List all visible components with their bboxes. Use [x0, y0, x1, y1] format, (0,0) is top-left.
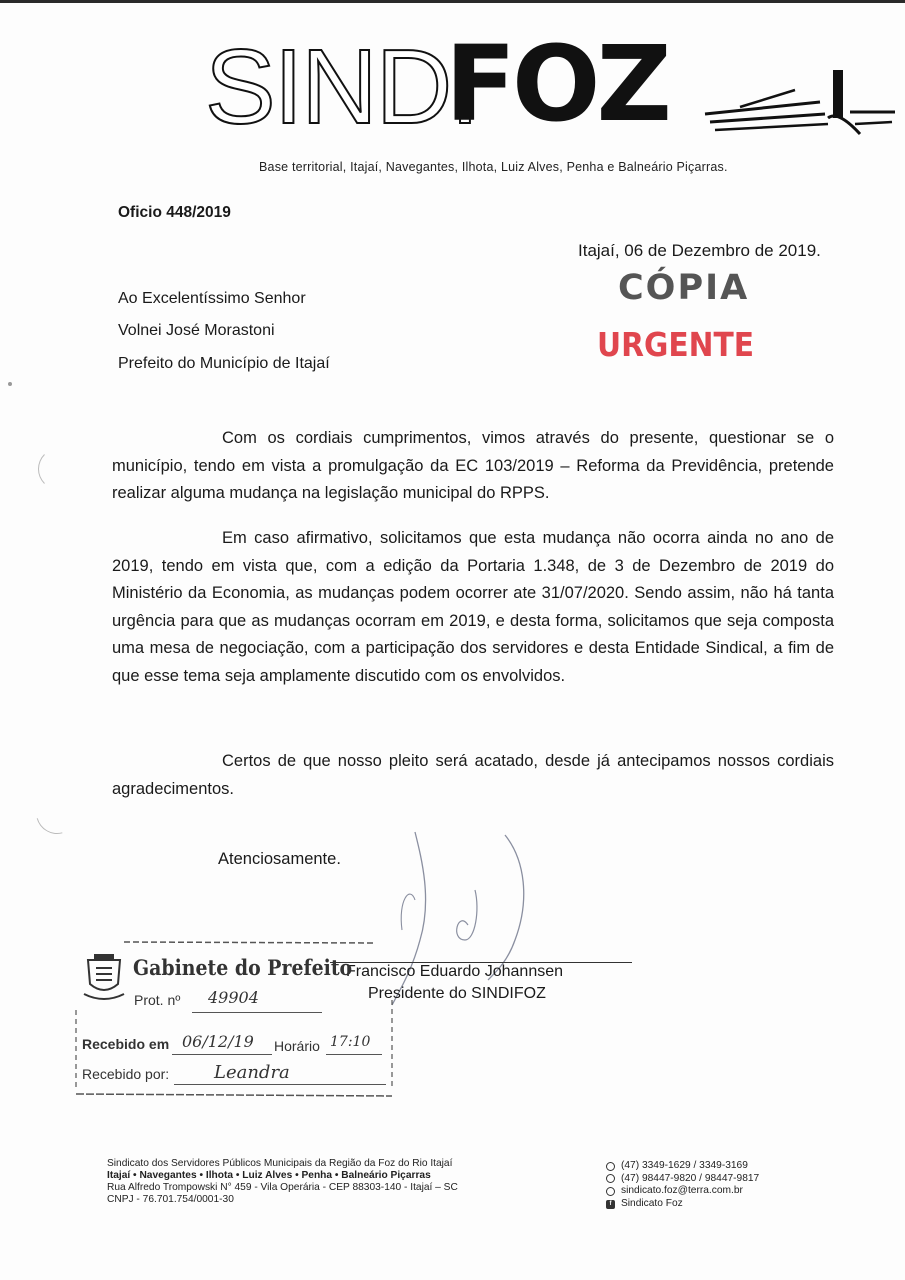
recebido-por-value: Leandra [214, 1062, 290, 1083]
prot-value: 49904 [208, 988, 259, 1007]
copia-stamp: CÓPIA [618, 268, 750, 308]
signer-title: Presidente do SINDIFOZ [368, 985, 546, 1002]
body-paragraph: Em caso afirmativo, solicitamos que esta mudança não ocorra ainda no ano de 2019, tendo em vista que, com a edição da Portaria 1.348, de 3 de Dezembro de 2019 do Ministério da Economia, as mudanças podem ocorrer ate 31/07/2020. Sendo assim, não há tanta urgência para que as mudanças ocorram em 2019, e desta forma, solicitamos que seja composta uma mesa de negociação, com a participação dos servidores e desta Entidade Sindical, a fim de que esse tema seja amplamente discutido com os envolvidos. [112, 529, 834, 685]
letter-date: Itajaí, 06 de Dezembro de 2019. [578, 241, 821, 260]
footer-mobile: (47) 98447-9820 / 98447-9817 [621, 1172, 760, 1184]
urgente-stamp: URGENTE [597, 325, 755, 364]
logo-sindi-text: SINDI [205, 28, 478, 146]
footer-address-block [107, 1158, 458, 1206]
lighthouse-waves-icon [700, 62, 900, 142]
signer-name: Francisco Eduardo Johannsen [346, 963, 564, 980]
horario-label: Horário [274, 1038, 320, 1054]
footer-email-row [606, 1185, 759, 1198]
base-territorial: Base territorial, Itajaí, Navegantes, Ilhota, Luiz Alves, Penha e Balneário Piçarras. [259, 160, 728, 174]
addressee-line: Volnei José Morastoni [118, 322, 275, 339]
prot-label: Prot. nº [134, 992, 181, 1008]
sindifoz-logo [205, 23, 705, 158]
scan-arc [28, 784, 85, 841]
body-paragraph: Com os cordiais cumprimentos, vimos através do presente, questionar se o município, tendo em vista a promulgação da EC 103/2019 – Reforma da Previdência, pretende realizar alguma mudança na legislação municipal do RPPS. [112, 429, 834, 502]
phone-icon [606, 1162, 615, 1171]
horario-value: 17:10 [330, 1034, 371, 1050]
logo-foz-text: FOZ [445, 23, 668, 145]
recebido-por-label: Recebido por: [82, 1066, 170, 1082]
scan-speck [8, 382, 12, 386]
footer-address: Rua Alfredo Trompowski N° 459 - Vila Operária - CEP 88303-140 - Itajaí – SC [107, 1182, 458, 1193]
closing-text: Atenciosamente. [218, 850, 341, 868]
footer-email: sindicato.foz@terra.com.br [621, 1185, 743, 1197]
email-icon [606, 1187, 615, 1196]
footer-phone: (47) 3349-1629 / 3349-3169 [621, 1160, 748, 1171]
scan-edge [0, 0, 905, 3]
addressee-line: Ao Excelentíssimo Senhor [118, 290, 306, 307]
footer-org-name: Sindicato dos Servidores Públicos Municipais da Região da Foz do Rio Itajaí [107, 1158, 453, 1169]
footer-cities: Itajaí • Navegantes • Ilhota • Luiz Alves • Penha • Balneário Piçarras [107, 1170, 431, 1181]
footer-mobile-row [606, 1173, 759, 1186]
addressee-line: Prefeito do Município de Itajaí [118, 355, 330, 372]
footer-cnpj: CNPJ - 76.701.754/0001-30 [107, 1194, 234, 1205]
recebido-por-underline [174, 1084, 386, 1085]
footer-facebook: Sindicato Foz [621, 1197, 683, 1209]
scan-arc [38, 448, 80, 490]
coat-of-arms-icon [82, 950, 126, 1002]
footer-contact-block [606, 1160, 759, 1210]
body-paragraph: Certos de que nosso pleito será acatado, desde já antecipamos nossos cordiais agradecimentos. [112, 752, 834, 798]
facebook-icon: f [606, 1200, 615, 1209]
recebido-em-underline [172, 1054, 272, 1055]
horario-underline [326, 1054, 382, 1055]
footer-facebook-row [606, 1198, 759, 1211]
footer-phone-row [606, 1160, 759, 1173]
recebido-em-label: Recebido em [82, 1036, 170, 1052]
whatsapp-icon [606, 1174, 615, 1183]
oficio-number: Oficio 448/2019 [118, 204, 231, 221]
prot-underline [192, 1012, 322, 1013]
stamp-title: Gabinete do Prefeito [133, 955, 353, 980]
recebido-em-value: 06/12/19 [182, 1032, 254, 1051]
